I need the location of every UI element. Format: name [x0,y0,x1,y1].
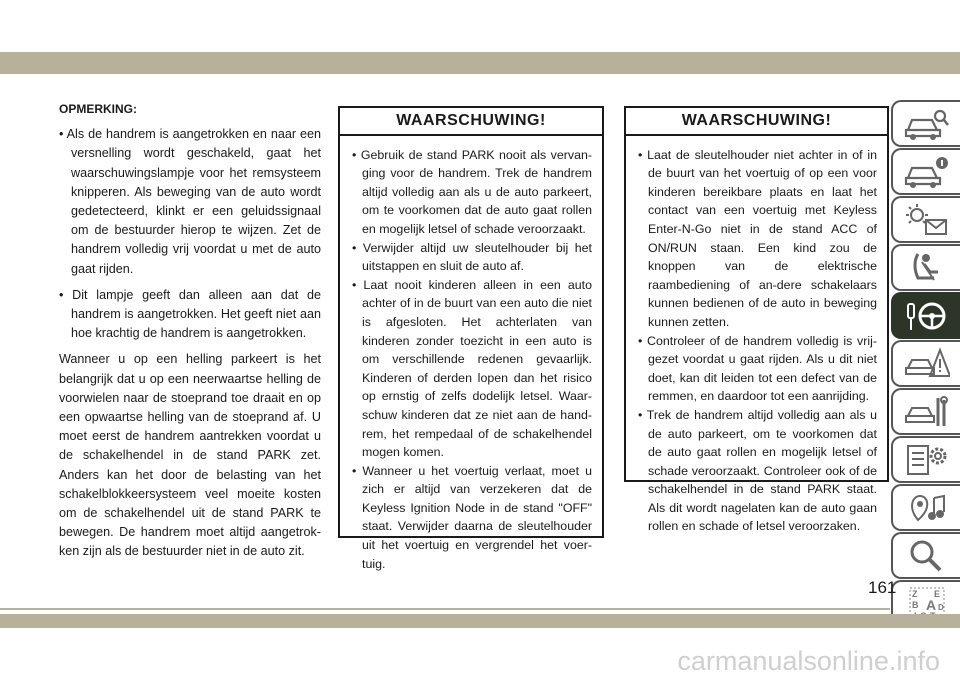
tab-seat-airbag[interactable] [891,244,960,291]
tab-warning-lights[interactable] [891,196,960,243]
car-info-icon [904,154,950,190]
warning-bullet: • Laat de sleutelhouder niet achter in of in de buurt van het voertuig of op een voor kinderen bereikbare plaats en laat het contact van een voertuig met Keyless Enter-N-Go niet in de stand ACC of ON/RUN staan. Een kind zou de knoppen van de elektrische raambediening of an-dere schakelaars kunnen bedienen of de auto in beweging kunnen zetten. [638,147,877,329]
warning-bullet: • Laat nooit kinderen alleen in een auto achter of in de buurt van een auto die niet is afgesloten. Het achterlaten van kinderen zonder toezicht in een auto is om verschillende redenen gevaarlijk. Kinderen of derden lopen dan het risico op ernstig of zelfs dodelijk letsel. Waar-schuw kinderen dat ze niet aan de hand-rem, het rempedaal of de schakelhendel mogen komen. [352,277,592,460]
warning-title: WAARSCHUWING! [340,108,602,136]
warning-bullet: • Trek de handrem altijd volledig aan als u de auto parkeert, om te voorkomen dat de auto gaat rollen en mogelijk letsel of schade veroorzaakt. Controleer ook of de schakelhendel in de stand PARK staat. Als dit wordt nagelaten kan de auto gaan rollen en schade of letsel veroorzaken. [638,407,877,534]
note-paragraph: Wanneer u op een helling parkeert is het belangrijk dat u op een neerwaartse helling de voorwielen naar de stoeprand toe draait en op een opwaartse helling van de stoeprand af. U moet eerst de handrem aantrekken voordat u de schakelhendel in de stand PARK zet. Anders kan het door de belasting van het schakelblokkeersysteem veel moeite kosten om de schakelhendel uit de stand PARK te bewegen. De handrem moet altijd aangetrok-ken zijn als de bestuurder niet in de auto zit. [59,352,321,559]
tab-starting-driving[interactable] [891,292,960,339]
note-bullet-1: • Als de handrem is aangetrokken en naar een versnelling wordt geschakeld, gaat het waarschuwingslampje voor het remsysteem knipperen. Als beweging van de auto wordt gedetecteerd, klinkt er een geluidssignaal om de bestuurder hierop te wijzen. Zet de handrem volledig vrij voordat u met de auto gaat rijden. [59,127,321,276]
svg-text:E: E [933,588,940,599]
checklist-gear-icon [904,442,950,478]
tab-multimedia[interactable] [891,484,960,531]
warning-lights-message-icon [904,202,950,238]
warning-bullet: • Wanneer u het voertuig verlaat, moet u zich er altijd van verzekeren dat de Keyless Ignition Node in de stand "OFF" staat. Verwijder daarna de sleutelhouder uit het voertuig en vergrendel het voer-tuig. [352,463,592,571]
warning-box-1 [338,106,604,571]
top-band [0,52,960,74]
key-steering-wheel-icon [904,298,950,334]
seat-airbag-icon [904,250,950,286]
svg-text:B: B [911,599,918,610]
warning-title: WAARSCHUWING! [626,108,887,136]
svg-text:A: A [925,596,936,613]
warning-bullet: • Verwijder altijd uw sleutelhouder bij het uitstappen en sluit de auto af. [352,240,592,274]
warning-bullet: • Gebruik de stand PARK nooit als vervan-ging voor de handrem. Trek de handrem altijd volledig aan als u de auto parkeert, om te voorkomen dat de auto gaat rollen en mogelijk letsel of schade veroorzaakt. [352,147,592,236]
car-warning-triangle-icon [904,346,950,382]
page-number: 161 [868,578,897,597]
svg-text:Z: Z [911,588,917,599]
tab-emergency[interactable] [891,340,960,387]
car-tools-icon [904,394,950,430]
warning-box-2 [624,106,889,534]
note-title: OPMERKING: [59,102,137,116]
warning-bullet: • Controleer of de handrem volledig is vrij-gezet voordat u gaat rijden. Als u dit niet doet, kan dit leiden tot een defect van de remmen, en daardoor tot een aanrijding. [638,333,877,404]
magnifier-icon [904,538,950,574]
tab-technical-specs[interactable] [891,436,960,483]
bottom-rule [0,608,890,610]
svg-text:D: D [937,602,944,612]
bottom-band [0,614,960,628]
tab-search[interactable] [891,532,960,579]
note-bullet-2: • Dit lampje geeft dan alleen aan dat de handrem is aangetrokken. Het geeft niet aan hoe krachtig de handrem is aangetrokken. [59,287,321,341]
tab-car-search[interactable] [891,100,960,147]
watermark: carmanualsonline.info [677,646,940,676]
tab-car-info[interactable] [891,148,960,195]
note-column [59,100,321,562]
music-navigation-icon [904,490,950,526]
car-search-icon [904,106,950,142]
tab-maintenance[interactable] [891,388,960,435]
